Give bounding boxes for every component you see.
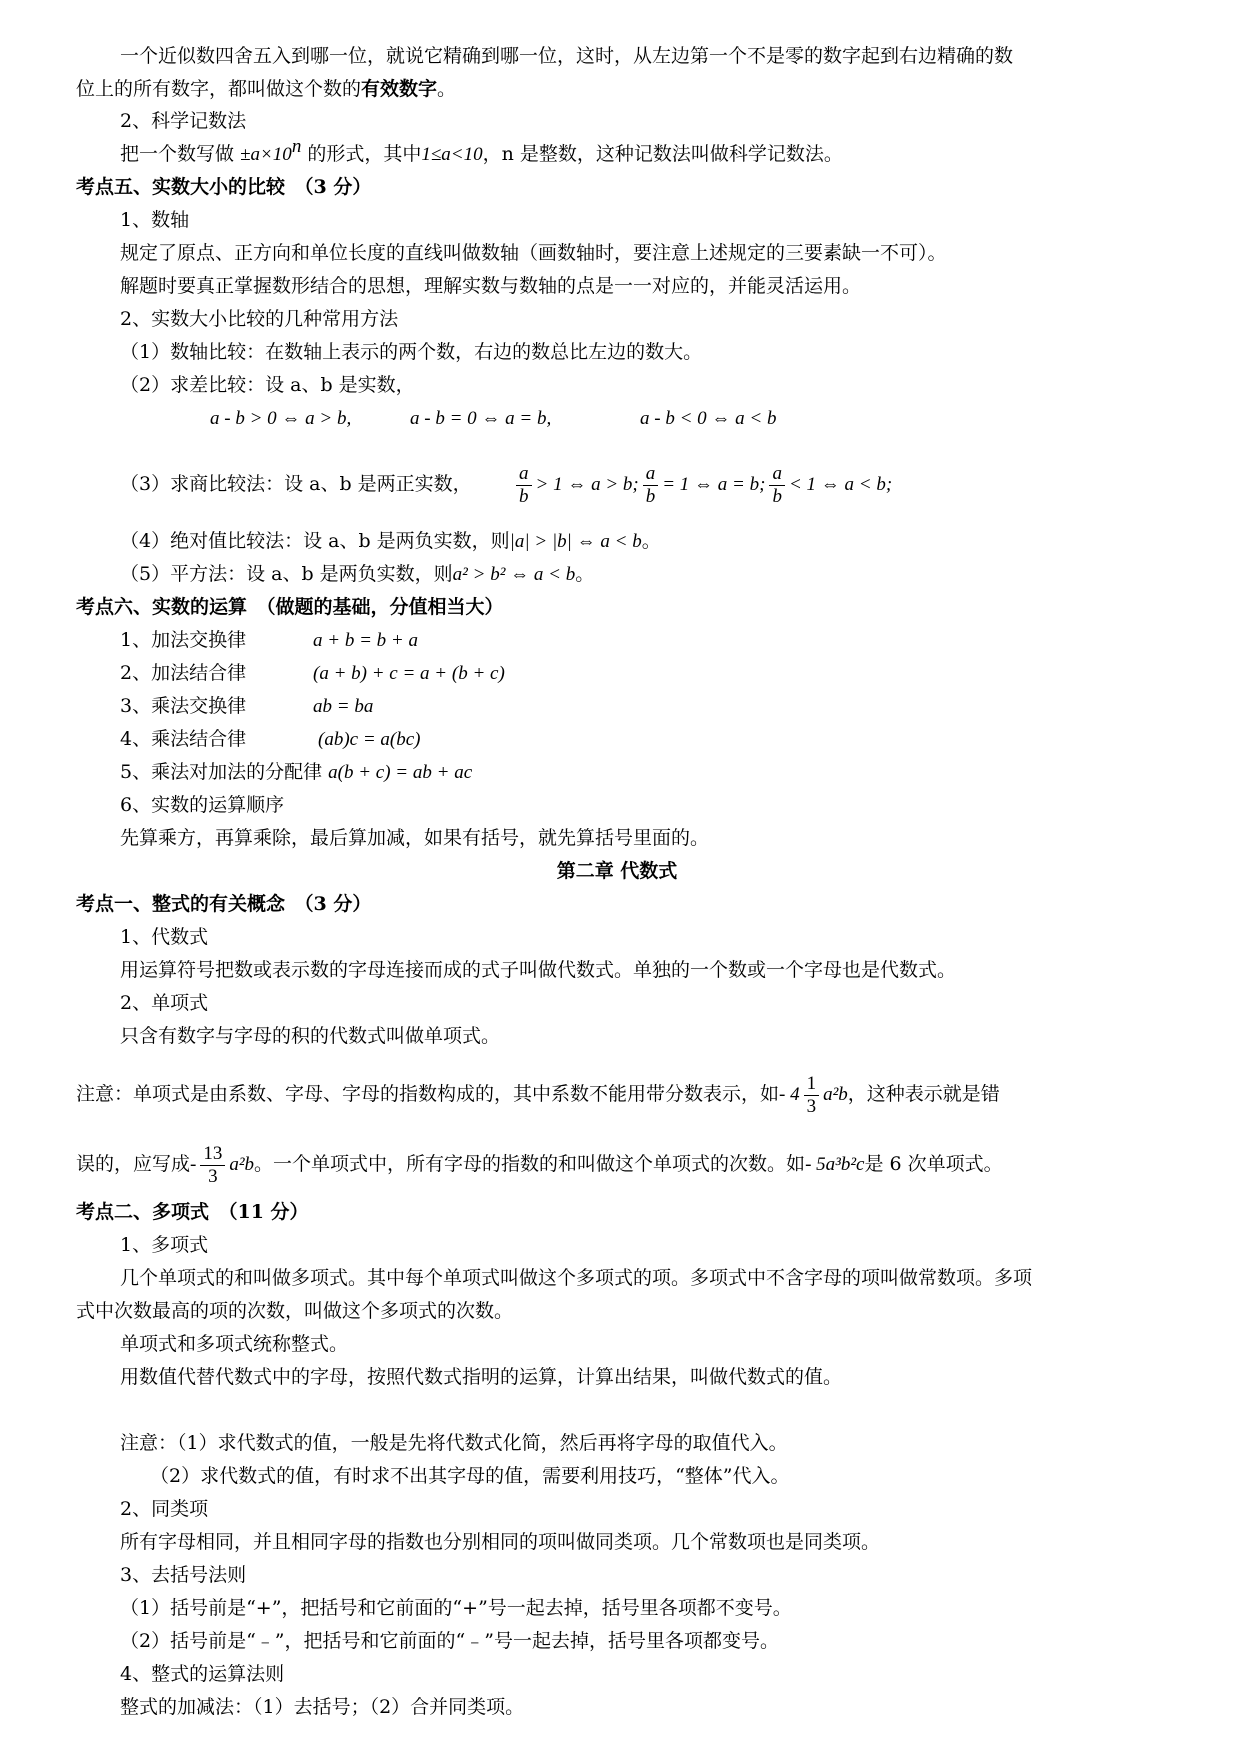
chapter-title: 第二章 代数式 [556,860,678,882]
formula-scientific-form: ±a×10 [240,144,292,165]
subheading-operation-rules: 4、整式的运算法则 [120,1663,285,1685]
fraction-one-third: $\frac{1}{3}$ [804,1073,820,1118]
paragraph-scientific-notation [120,136,843,168]
formula: - 5a³b²c [805,1154,865,1175]
text: 。 [641,530,661,552]
text: ，这种表示就是错 [847,1083,1000,1105]
method-number-line: （1）数轴比较：在数轴上表示的两个数，右边的数总比左边的数大。 [120,341,703,363]
formula-range: 1≤a<10 [421,144,483,165]
subheading-algebraic-expression: 1、代数式 [120,926,209,948]
heading-section-5: 考点五、实数大小的比较 （3 分） [76,176,372,198]
formula: = 1 ⇔ a = b; [662,474,766,495]
formula: a - b > 0 ⇔ a > b, [210,408,352,429]
paragraph-significant-digits-line1: 一个近似数四舍五入到哪一位，就说它精确到哪一位，这时，从左边第一个不是零的数字起到右边精确的数 [120,45,1014,67]
subheading-polynomial: 1、多项式 [120,1234,209,1256]
text: 。一个单项式中，所有字母的指数的和叫做这个单项式的次数。如 [254,1153,806,1175]
paragraph-number-line-tip: 解题时要真正掌握数形结合的思想，理解实数与数轴的点是一一对应的，并能灵活运用。 [120,275,862,297]
formula: a² > b² ⇔ a < b [452,564,576,585]
paragraph-polynomial-line2: 式中次数最高的项的次数，叫做这个多项式的次数。 [76,1300,514,1322]
subheading-number-line: 1、数轴 [120,209,190,231]
formula: a + b = b + a [313,630,418,651]
formula-add-commutative [313,627,418,654]
formula: - [190,1154,197,1175]
heading-section-1: 考点一、整式的有关概念 （3 分） [76,893,372,915]
formula: - 4 [779,1084,800,1105]
paragraph-addition-subtraction: 整式的加减法：（1）去括号；（2）合并同类项。 [120,1696,525,1718]
subheading-like-terms: 2、同类项 [120,1498,209,1520]
note-evaluate-1: 注意：（1）求代数式的值，一般是先将代数式化简，然后再将字母的取值代入。 [120,1432,788,1454]
text: 。 [575,563,595,585]
text: 5、乘法对加法的分配律 [120,761,323,783]
formula-add-associative [313,660,505,687]
formula: < 1 ⇔ a < b; [788,474,893,495]
law-mul-commutative: 3、乘法交换律 [120,695,247,717]
fraction-a-over-b: $\frac{a}{b}$ [769,463,785,508]
rule-plus-parentheses: （1）括号前是“+”，把括号和它前面的“+”号一起去掉，括号里各项都不变号。 [120,1597,792,1619]
note-evaluate-2: （2）求代数式的值，有时求不出其字母的值，需要利用技巧，“整体”代入。 [150,1465,790,1487]
formula: a²b [823,1084,848,1105]
law-mul-associative: 4、乘法结合律 [120,728,247,750]
term-significant-digits: 有效数字 [361,78,438,100]
formula-exponent: n [291,136,302,157]
formula: > 1 ⇔ a > b; [535,474,639,495]
method-square [120,561,594,588]
text: 注意：单项式是由系数、字母、字母的指数构成的，其中系数不能用带分数表示，如 [76,1083,780,1105]
formula-diff-positive [210,405,351,432]
subheading-scientific-notation: 2、科学记数法 [120,110,247,132]
text: （5）平方法：设 a、b 是两负实数，则 [120,563,453,585]
paragraph-monomial: 只含有数字与字母的积的代数式叫做单项式。 [120,1025,501,1047]
formula: ab = ba [313,696,374,717]
formula-distributive: a(b + c) = ab + ac [328,762,473,783]
method-quotient-label: （3）求商比较法：设 a、b 是两正实数， [120,473,472,495]
law-add-commutative: 1、加法交换律 [120,629,247,651]
subheading-operation-order: 6、实数的运算顺序 [120,794,285,816]
method-absolute-value [120,528,661,555]
note-monomial-line2 [76,1134,1003,1195]
text: 误的，应写成 [76,1153,191,1175]
formula-mul-commutative [313,693,373,720]
subheading-monomial: 2、单项式 [120,992,209,1014]
text: 把一个数写做 [120,143,235,165]
subheading-parentheses-rule: 3、去括号法则 [120,1564,247,1586]
text: ，n 是整数，这种记数法叫做科学记数法。 [482,143,843,165]
fraction-thirteen-thirds: $\frac{13}{3}$ [200,1143,225,1188]
text: （4）绝对值比较法：设 a、b 是两负实数，则 [120,530,510,552]
paragraph-number-line-def: 规定了原点、正方向和单位长度的直线叫做数轴（画数轴时，要注意上述规定的三要素缺一不可）。 [120,242,947,264]
text: 位上的所有数字，都叫做这个数的 [76,78,362,100]
formula-quotient [512,455,892,514]
formula: (ab)c = a(bc) [318,729,421,750]
paragraph-polynomial-line1: 几个单项式的和叫做多项式。其中每个单项式叫做这个多项式的项。多项式中不含字母的项叫做常数项。多项 [120,1267,1033,1289]
heading-section-6: 考点六、实数的运算 （做题的基础，分值相当大） [76,596,504,618]
formula: (a + b) + c = a + (b + c) [313,663,505,684]
formula-diff-zero [410,405,551,432]
rule-minus-parentheses: （2）括号前是“﹣”，把括号和它前面的“﹣”号一起去掉，括号里各项都变号。 [120,1630,779,1652]
paragraph-significant-digits-line2 [76,76,456,102]
subheading-compare-methods: 2、实数大小比较的几种常用方法 [120,308,399,330]
text: 的形式，其中 [307,143,422,165]
heading-section-2: 考点二、多项式 （11 分） [76,1201,309,1223]
formula: |a| > |b| ⇔ a < b [509,531,642,552]
fraction-a-over-b: $\frac{a}{b}$ [643,463,659,508]
paragraph-expression-value: 用数值代替代数式中的字母，按照代数式指明的运算，计算出结果，叫做代数式的值。 [120,1366,843,1388]
note-monomial-line1 [76,1064,1000,1125]
text: 是 6 次单项式。 [864,1153,1003,1175]
formula: a - b = 0 ⇔ a = b, [410,408,552,429]
text: 。 [437,78,457,100]
law-distributive [120,759,472,786]
paragraph-integral-expression: 单项式和多项式统称整式。 [120,1333,349,1355]
formula-diff-negative [640,405,776,432]
paragraph-like-terms: 所有字母相同，并且相同字母的指数也分别相同的项叫做同类项。几个常数项也是同类项。 [120,1531,881,1553]
method-difference: （2）求差比较：设 a、b 是实数， [120,374,415,396]
formula-mul-associative [318,726,421,753]
law-add-associative: 2、加法结合律 [120,662,247,684]
fraction-a-over-b: $\frac{a}{b}$ [516,463,532,508]
formula: a²b [229,1154,255,1175]
formula: a - b < 0 ⇔ a < b [640,408,777,429]
paragraph-operation-order: 先算乘方，再算乘除，最后算加减，如果有括号，就先算括号里面的。 [120,827,710,849]
paragraph-algebraic-expression: 用运算符号把数或表示数的字母连接而成的式子叫做代数式。单独的一个数或一个字母也是代数式。 [120,959,957,981]
